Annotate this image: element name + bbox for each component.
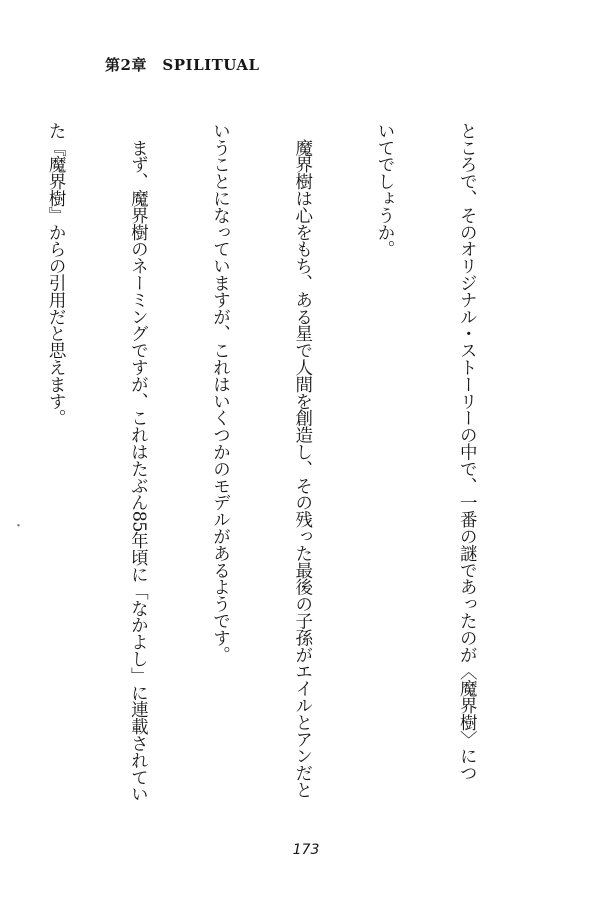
text-line: いてでしょうか。 (374, 122, 395, 258)
chapter-header: 第2章 SPILITUAL (105, 56, 260, 74)
page-number: 173 (292, 842, 320, 858)
text-line: た『魔界樹』からの引用だと思えます。 (46, 122, 67, 427)
text-line: いうことになっていますが、これはいくつかのモデルがあるようです。 (210, 122, 231, 663)
text-line: ところで、そのオリジナル・ストーリーの中で、一番の謎であったのが〈魔界樹〉につ (457, 122, 478, 782)
margin-mark: ・ (12, 519, 26, 534)
body-text (0, 122, 535, 802)
text-line: 魔界樹は心をもち、ある星で人間を創造し、その残った最後の子孫がエイルとアンだと (292, 122, 313, 799)
text-line: まず、魔界樹のネーミングですが、これはたぶん85年頃に「なかよし」に連載されてい (128, 122, 149, 803)
